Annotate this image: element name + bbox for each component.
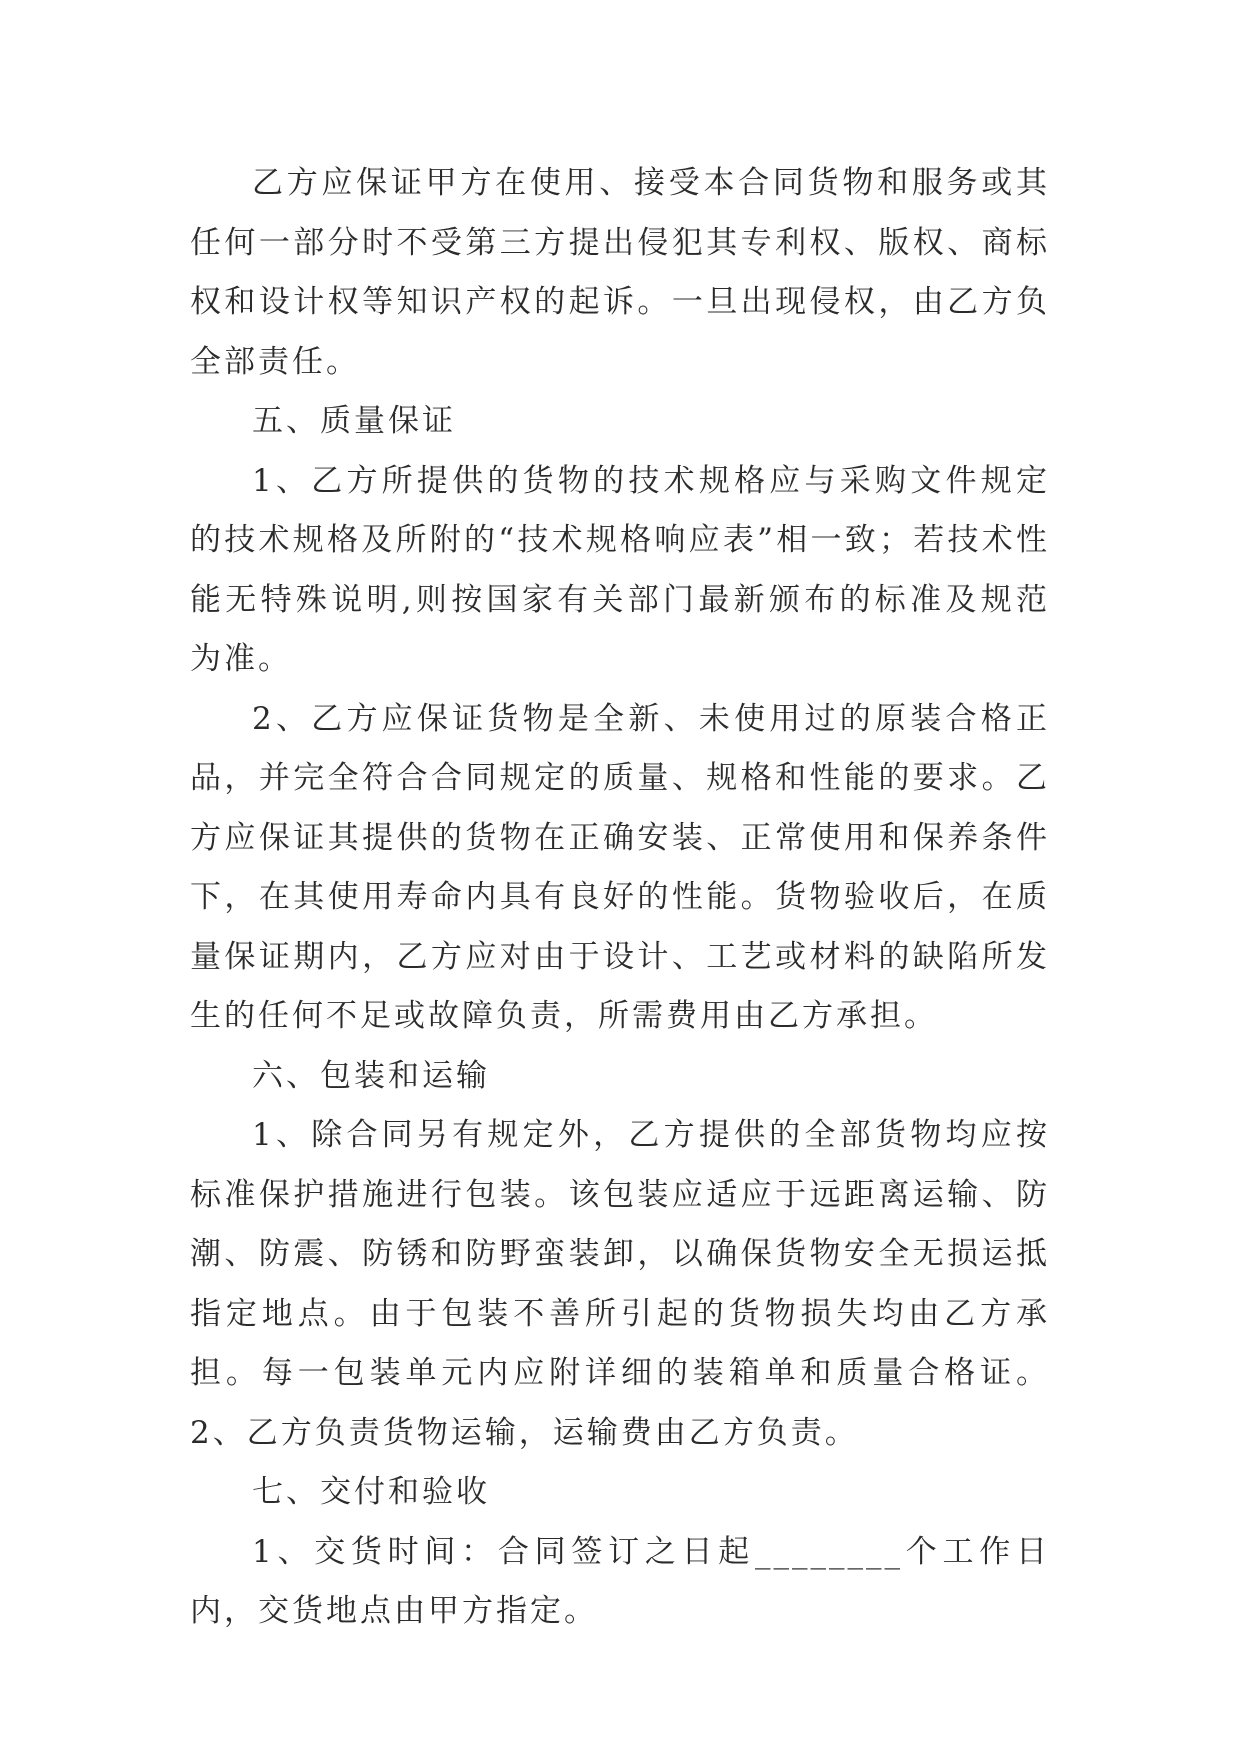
paragraph-packaging-1: 1、除合同另有规定外，乙方提供的全部货物均应按标准保护措施进行包装。该包装应适应于远距离运输、防潮、防震、防锈和防野蛮装卸，以确保货物安全无损运抵指定地点。由于包装不善所引起的货物损失均由乙方承担。每一包装单元内应附详细的装箱单和质量合格证。2、乙方负责货物运输，运输费由乙方负责。 bbox=[190, 1117, 1050, 1451]
paragraph-quality-1: 1、乙方所提供的货物的技术规格应与采购文件规定的技术规格及所附的“技术规格响应表”相一致；若技术性能无特殊说明,则按国家有关部门最新颁布的标准及规范为准。 bbox=[190, 462, 1050, 677]
paragraph-ip-warranty: 乙方应保证甲方在使用、接受本合同货物和服务或其任何一部分时不受第三方提出侵犯其专利权、版权、商标权和设计权等知识产权的起诉。一旦出现侵权，由乙方负全部责任。 bbox=[190, 165, 1050, 380]
section-heading-quality: 五、质量保证 bbox=[252, 403, 456, 439]
section-heading-delivery: 七、交付和验收 bbox=[252, 1474, 490, 1510]
document-body bbox=[190, 154, 1050, 1642]
paragraph-delivery-1: 1、交货时间：合同签订之日起________个工作日内，交货地点由甲方指定。 bbox=[190, 1533, 1050, 1629]
section-heading-packaging: 六、包装和运输 bbox=[252, 1057, 490, 1094]
paragraph-quality-2: 2、乙方应保证货物是全新、未使用过的原装合格正品，并完全符合合同规定的质量、规格和性能的要求。乙方应保证其提供的货物在正确安装、正常使用和保养条件下，在其使用寿命内具有良好的性能。货物验收后，在质量保证期内，乙方应对由于设计、工艺或材料的缺陷所发生的任何不足或故障负责，所需费用由乙方承担。 bbox=[190, 700, 1050, 1034]
